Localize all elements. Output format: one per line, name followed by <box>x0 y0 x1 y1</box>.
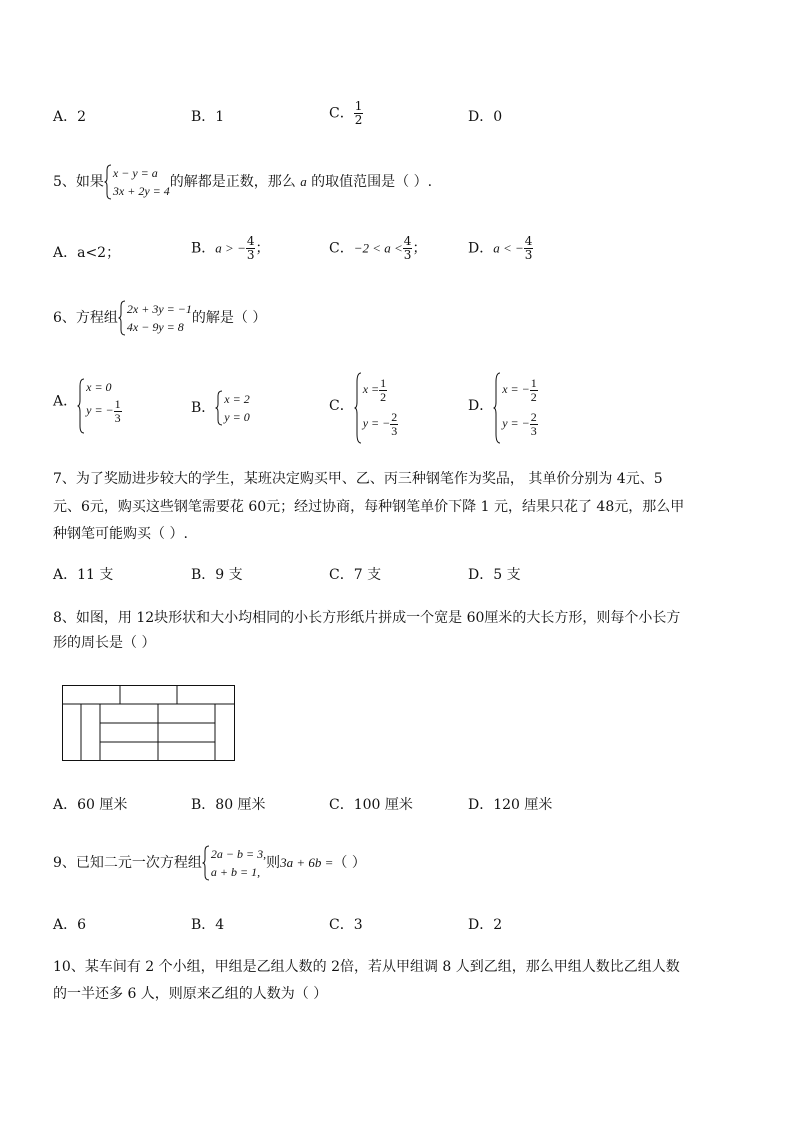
q7-line-1: 7、为了奖励进步较大的学生，某班决定购买甲、乙、丙三种钢笔作为奖品， 其单价分别为 4元、5 <box>53 471 663 487</box>
q7-line-3: 种钢笔可能购买（ ）. <box>53 526 188 542</box>
q4-option-b: B．1 <box>191 109 225 125</box>
q6-stem: 6、方程组 2x + 3y = −1 4x − 9y = 8 的解是（ ） <box>53 302 267 334</box>
q8-option-a: A．60 厘米 <box>53 797 128 813</box>
q9-option-c: C．3 <box>329 917 363 933</box>
q8-line-1: 8、如图，用 12块形状和大小均相同的小长方形纸片拼成一个宽是 60厘米的大长方形，则每个小长方 <box>53 610 681 626</box>
q9-stem: 9、已知二元一次方程组 2a − b = 3, a + b = 1, 则3a + 6b =（ ） <box>53 847 366 879</box>
q4-option-d: D．0 <box>468 109 503 125</box>
q10-line-2: 的一半还多 6 人，则原来乙组的人数为（ ） <box>53 986 328 1002</box>
q6-option-b: B． x = 2 y = 0 <box>191 392 250 424</box>
q7-option-c: C．7 支 <box>329 567 382 583</box>
q9-option-d: D．2 <box>468 917 503 933</box>
q7-option-d: D．5 支 <box>468 567 521 583</box>
brace-icon <box>215 390 223 426</box>
q5-stem: 5、如果 x − y = a 3x + 2y = 4 的解都是正数，那么 a 的取值范围是（ ）. <box>53 166 433 198</box>
q8-line-2: 形的周长是（ ） <box>53 635 156 651</box>
brace-icon <box>202 845 210 881</box>
q4-option-a: A．2 <box>53 109 87 125</box>
q8-option-b: B．80 厘米 <box>191 797 266 813</box>
q6-option-a: A． x = 0 y = − $\frac{1}{3}$ <box>53 378 122 425</box>
q4-option-c: C． $\frac{1}{2}$ <box>329 99 363 127</box>
q5-option-c: C．−2 < a < $\frac{4}{3}$ ； <box>329 234 427 262</box>
brace-icon <box>493 372 501 444</box>
q6-option-c: C． x = $\frac{1}{2}$ y = − $\frac{2}{3}$ <box>329 372 398 440</box>
brace-icon <box>354 372 362 444</box>
q7-option-a: A．11 支 <box>53 567 114 583</box>
brace-icon <box>104 164 112 200</box>
q5-option-a: A．a<2； <box>53 245 121 261</box>
brace-icon <box>118 300 126 336</box>
q6-option-d: D． x = − $\frac{1}{2}$ y = − $\frac{2}{3}$ <box>468 372 538 440</box>
q7-option-b: B．9 支 <box>191 567 243 583</box>
brace-icon <box>77 378 85 434</box>
q5-option-d: D．a < − $\frac{4}{3}$ <box>468 234 533 262</box>
q10-line-1: 10、某车间有 2 个小组，甲组是乙组人数的 2倍，若从甲组调 8 人到乙组，那么甲组人数比乙组人数 <box>53 959 680 975</box>
q9-option-a: A．6 <box>53 917 87 933</box>
q6-equation-system: 2x + 3y = −1 4x − 9y = 8 <box>118 300 192 336</box>
rectangle-tiling-figure <box>62 685 236 763</box>
q9-equation-system: 2a − b = 3, a + b = 1, <box>202 845 266 881</box>
q8-option-c: C．100 厘米 <box>329 797 413 813</box>
q5-equation-system: x − y = a 3x + 2y = 4 <box>104 164 170 200</box>
q7-line-2: 元、6元，购买这些钢笔需要花 60元；经过协商，每种钢笔单价下降 1 元，结果只花了 48元，那么甲 <box>53 499 685 515</box>
q9-option-b: B．4 <box>191 917 225 933</box>
q8-option-d: D．120 厘米 <box>468 797 553 813</box>
q5-option-b: B．a > − $\frac{4}{3}$ ； <box>191 234 270 262</box>
